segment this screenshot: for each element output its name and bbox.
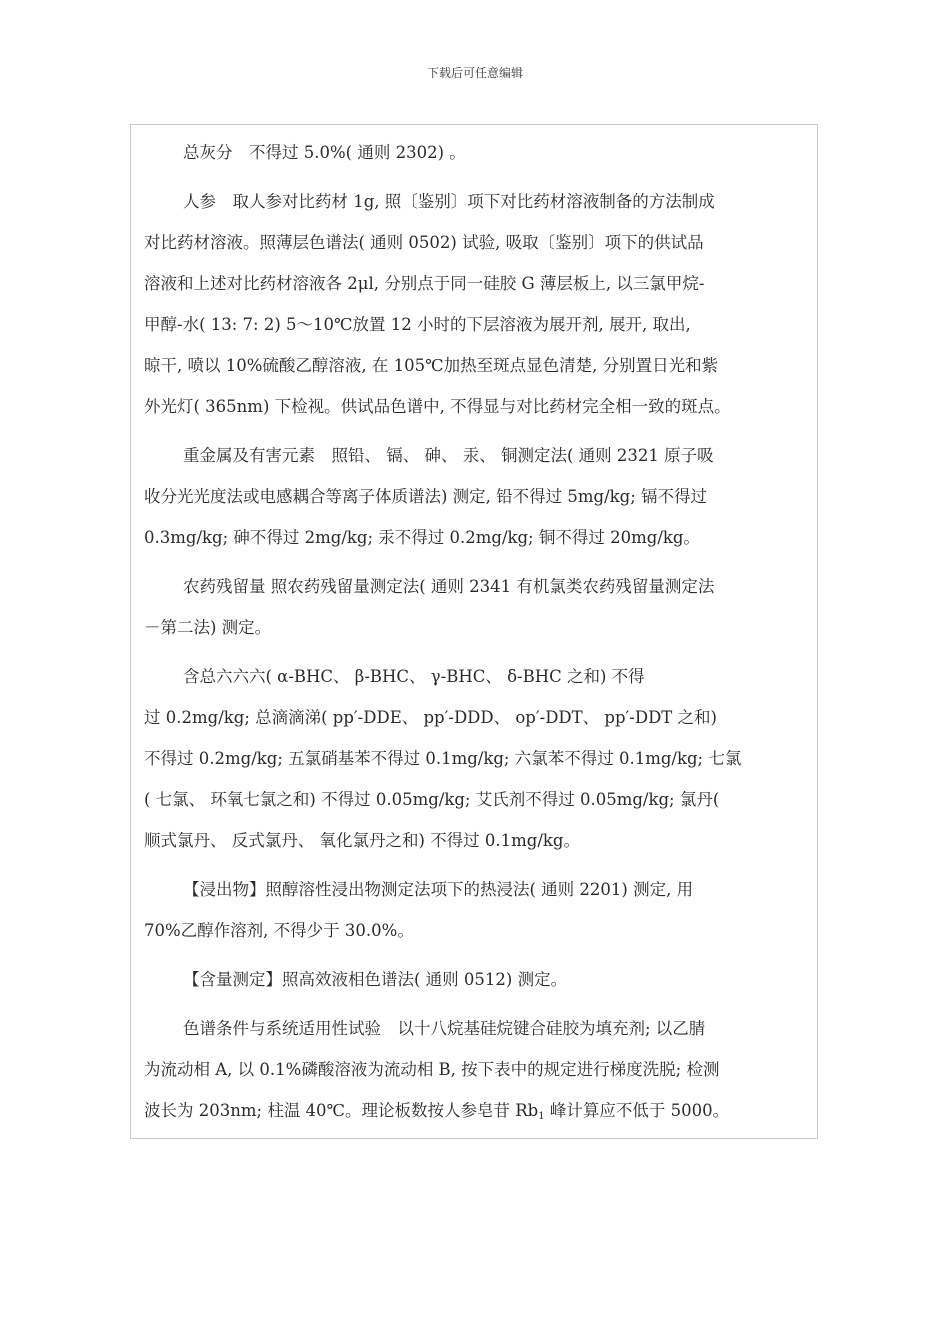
text-line: 外光灯( 365nm) 下检视。供试品色谱中, 不得显与对比药材完全相一致的斑点。	[144, 397, 731, 416]
document-body	[144, 132, 816, 1131]
text-line: 色谱条件与系统适用性试验 以十八烷基硅烷键合硅胶为填充剂; 以乙腈	[183, 1019, 706, 1038]
paragraph-bhc-limits	[144, 656, 816, 861]
text-fragment: 波长为 203nm; 柱温 40℃。理论板数按人参皂苷 Rb	[144, 1101, 539, 1120]
text-line: 对比药材溶液。照薄层色谱法( 通则 0502) 试验, 吸取〔鉴别〕项下的供试品	[144, 233, 704, 252]
text-line: 【含量测定】照高效液相色谱法( 通则 0512) 测定。	[183, 970, 568, 989]
text-line-with-subscript	[144, 1090, 816, 1131]
text-line: 70%乙醇作溶剂, 不得少于 30.0%。	[144, 921, 414, 940]
text-line: 甲醇-水( 13: 7: 2) 5～10℃放置 12 小时的下层溶液为展开剂, 展开, 取出,	[144, 315, 691, 334]
text-line: 不得过 0.2mg/kg; 五氯硝基苯不得过 0.1mg/kg; 六氯苯不得过 0.1mg/kg; 七氯	[144, 749, 742, 768]
page-header: 下载后可任意编辑	[426, 66, 523, 80]
text-line: 过 0.2mg/kg; 总滴滴涕( pp′-DDE、 pp′-DDD、 op′-DDT、 pp′-DDT 之和)	[144, 708, 717, 727]
subscript: 1	[538, 1111, 545, 1122]
text-line: 含总六六六( α-BHC、 β-BHC、 γ-BHC、 δ-BHC 之和) 不得	[183, 667, 645, 686]
paragraph-assay	[144, 959, 816, 1000]
text-line: 总灰分 不得过 5.0%( 通则 2302) 。	[183, 143, 466, 162]
text-line: ( 七氯、 环氧七氯之和) 不得过 0.05mg/kg; 艾氏剂不得过 0.05mg/kg; 氯丹(	[144, 790, 720, 809]
text-line: 农药残留量 照农药残留量测定法( 通则 2341 有机氯类农药残留量测定法	[183, 577, 715, 596]
text-line: 晾干, 喷以 10%硫酸乙醇溶液, 在 105℃加热至斑点显色清楚, 分别置日光和紫	[144, 356, 719, 375]
text-line: 0.3mg/kg; 砷不得过 2mg/kg; 汞不得过 0.2mg/kg; 铜不得过 20mg/kg。	[144, 528, 700, 547]
paragraph-chromatography	[144, 1008, 816, 1131]
paragraph-pesticide-residue	[144, 566, 816, 648]
text-line: 【浸出物】照醇溶性浸出物测定法项下的热浸法( 通则 2201) 测定, 用	[183, 880, 694, 899]
text-fragment: 峰计算应不低于 5000。	[544, 1101, 730, 1120]
text-line: 顺式氯丹、 反式氯丹、 氧化氯丹之和) 不得过 0.1mg/kg。	[144, 831, 580, 850]
text-line: 收分光光度法或电感耦合等离子体质谱法) 测定, 铅不得过 5mg/kg; 镉不得过	[144, 487, 708, 506]
paragraph-ginseng	[144, 181, 816, 427]
text-line: －第二法) 测定。	[144, 618, 272, 637]
text-line: 为流动相 A, 以 0.1%磷酸溶液为流动相 B, 按下表中的规定进行梯度洗脱; 检测	[144, 1060, 720, 1079]
text-line: 溶液和上述对比药材溶液各 2μl, 分别点于同一硅胶 G 薄层板上, 以三氯甲烷-	[144, 274, 705, 293]
paragraph-heavy-metals	[144, 435, 816, 558]
paragraph-extract	[144, 869, 816, 951]
text-line: 人参 取人参对比药材 1g, 照〔鉴别〕项下对比药材溶液制备的方法制成	[183, 192, 715, 211]
paragraph-total-ash	[144, 132, 816, 173]
text-line: 重金属及有害元素 照铅、 镉、 砷、 汞、 铜测定法( 通则 2321 原子吸	[183, 446, 714, 465]
